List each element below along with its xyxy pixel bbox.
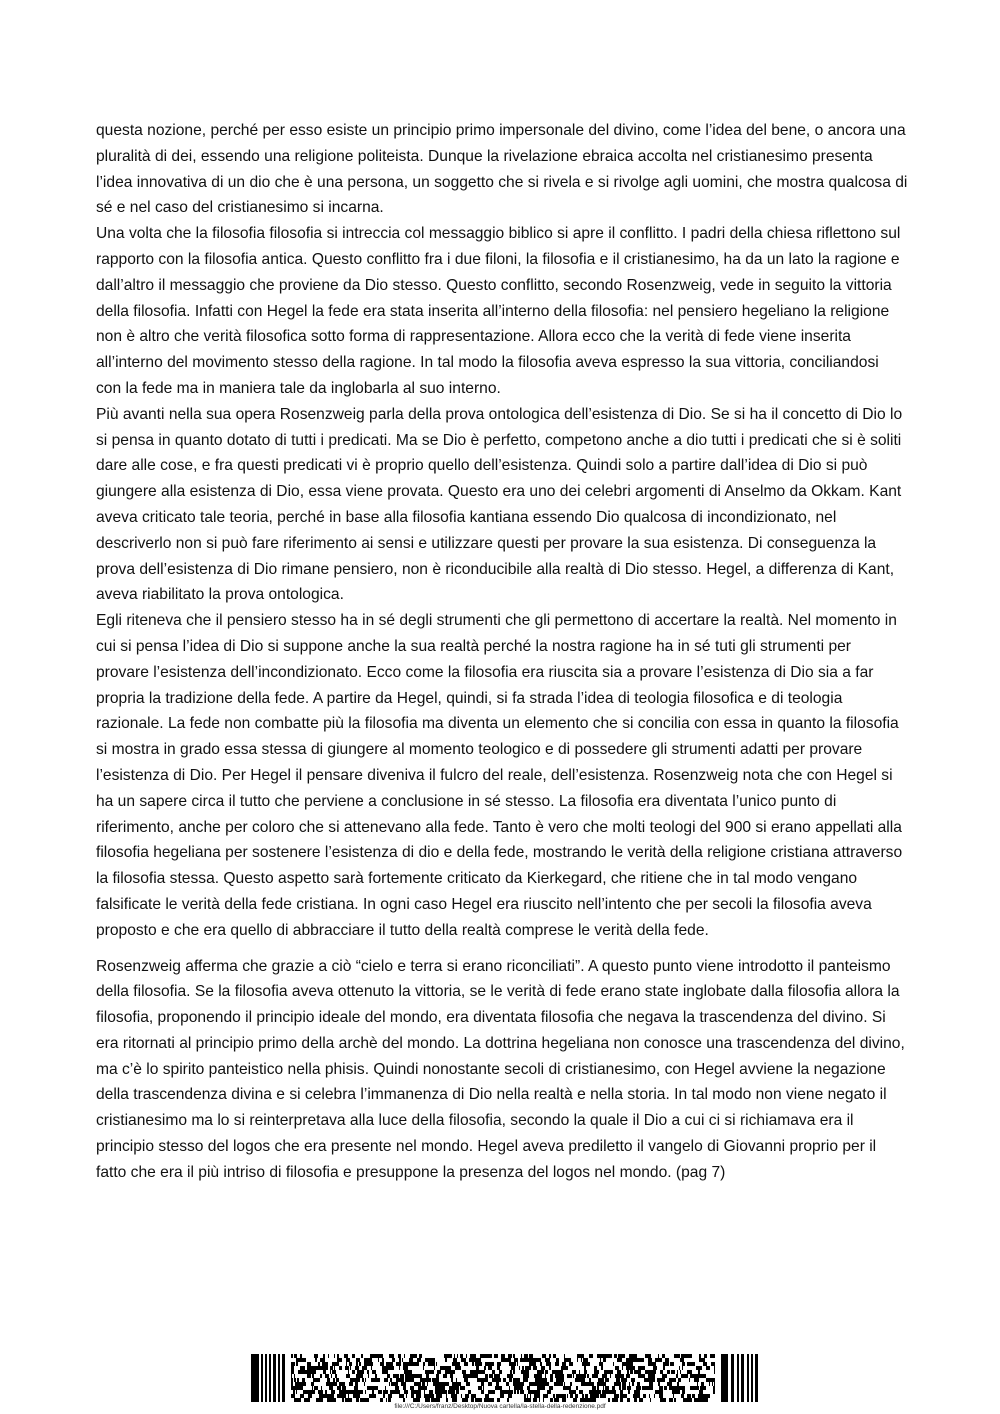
- paragraph-2: Una volta che la filosofia filosofia si intreccia col messaggio biblico si apre il conflitto. I padri della chiesa riflettono sul rapporto con la filosofia antica. Questo conflitto fra i due filoni, la filosofia e il cristianesimo, ha da un lato la ragione e dall’altro il messaggio che proviene da Dio stesso. Questo conflitto, secondo Rosenzweig, vede in seguito la vittoria della filosofia. Infatti con Hegel la fede era stata inserita all’interno della filosofia: nel pensiero hegeliano la religione non è altro che verità filosofica sotto forma di rappresentazione. Allora ecco che la verità di fede viene inserita all’interno del movimento stesso della ragione. In tal modo la filosofia aveva espresso la sua vittoria, conciliandosi con la fede ma in maniera tale da inglobarla al suo interno.: [96, 225, 901, 397]
- document-body: [96, 118, 908, 1186]
- paragraph-1: questa nozione, perché per esso esiste un principio primo impersonale del divino, come l’idea del bene, o ancora una pluralità di dei, essendo una religione politeista. Dunque la rivelazione ebraica accolta nel cristianesimo presenta l’idea innovativa di un dio che è una persona, un soggetto che si rivela e si rivolge agli uomini, che mostra qualcosa di sé e nel caso del cristianesimo si incarna.: [96, 122, 908, 217]
- paragraph-4: Egli riteneva che il pensiero stesso ha in sé degli strumenti che gli permettono di accertare la realtà. Nel momento in cui si pensa l’idea di Dio si suppone anche la sua realtà perché la nostra ragione ha in sé tuti gli strumenti per provare l’esistenza dell’incondizionato. Ecco come la filosofia era riuscita sia a provare l’esistenza di Dio sia a far propria la tradizione della fede. A partire da Hegel, quindi, si fa strada l’idea di teologia filosofica e di teologia razionale. La fede non combatte più la filosofia ma diventa un elemento che si concilia con essa in quanto la filosofia si mostra in grado essa stessa di giungere al momento teologico e di possedere gli strumenti adatti per provare l’esistenza di Dio. Per Hegel il pensare diveniva il fulcro del reale, dell’esistenza. Rosenzweig nota che con Hegel si ha un sapere circa il tutto che perviene a conclusione in sé stesso. La filosofia era diventata l’unico punto di riferimento, anche per coloro che si attenevano alla fede. Tanto è vero che molti teologi del 900 si erano appellati alla filosofia hegeliana per sostenere l’esistenza di dio e della fede, mostrando le verità della religione cristiana attraverso la filosofia stessa. Questo aspetto sarà fortemente criticato da Kierkegard, che ritiene che in tal modo vengano falsificate le verità della fede cristiana. In ogni caso Hegel era riuscito nell’intento che per secoli la filosofia aveva proposto e che era quello di abbracciare il tutto della realtà comprese le verità della fede.: [96, 612, 903, 939]
- footer-file-path: file:///C:/Users/franz/Desktop/Nuova cartella/la-stella-della-redenzione.pdf: [394, 1403, 606, 1410]
- paragraph-3: Più avanti nella sua opera Rosenzweig parla della prova ontologica dell’esistenza di Dio. Se si ha il concetto di Dio lo si pensa in quanto dotato di tutti i predicati. Ma se Dio è perfetto, competono anche a dio tutti i predicati che si è soliti dare alle cose, e fra questi predicati vi è proprio quello dell’esistenza. Quindi solo a partire dall’idea di Dio si può giungere alla esistenza di Dio, essa viene provata. Questo era uno dei celebri argomenti di Anselmo da Okkam. Kant aveva criticato tale teoria, perché in base alla filosofia kantiana essendo Dio qualcosa di incondizionato, nel descriverlo non si può fare riferimento ai sensi e utilizzare questi per provare la sua esistenza. Di conseguenza la prova dell’esistenza di Dio rimane pensiero, non è riconducibile alla realtà di Dio stesso. Hegel, a differenza di Kant, aveva riabilitato la prova ontologica.: [96, 405, 903, 604]
- paragraph-5: Rosenzweig afferma che grazie a ciò “cielo e terra si erano riconciliati”. A questo punto viene introdotto il panteismo della filosofia. Se la filosofia aveva ottenuto la vittoria, se le verità di fede erano state inglobate dalla filosofia allora la filosofia, proponendo il principio ideale del mondo, era diventata filosofia che negava la trascendenza del divino. Si era ritornati al principio primo della archè del mondo. La dottrina hegeliana non conosce una trascendenza del divino, ma c’è lo spirito panteistico nella phisis. Quindi nonostante secoli di cristianesimo, con Hegel avviene la negazione della trascendenza divina e si celebra l’immanenza di Dio nella realtà e nella storia. In tal modo non viene negato il cristianesimo ma lo si reinterpretava alla luce della filosofia, secondo la quale il Dio a cui ci si richiamava era il principio stesso del logos che era presente nel mondo. Hegel aveva prediletto il vangelo di Giovanni proprio per il fatto che era il più intriso di filosofia e presuppone la presenza del logos nel mondo. (pag 7): [96, 957, 905, 1181]
- pdf417-barcode: [251, 1354, 758, 1402]
